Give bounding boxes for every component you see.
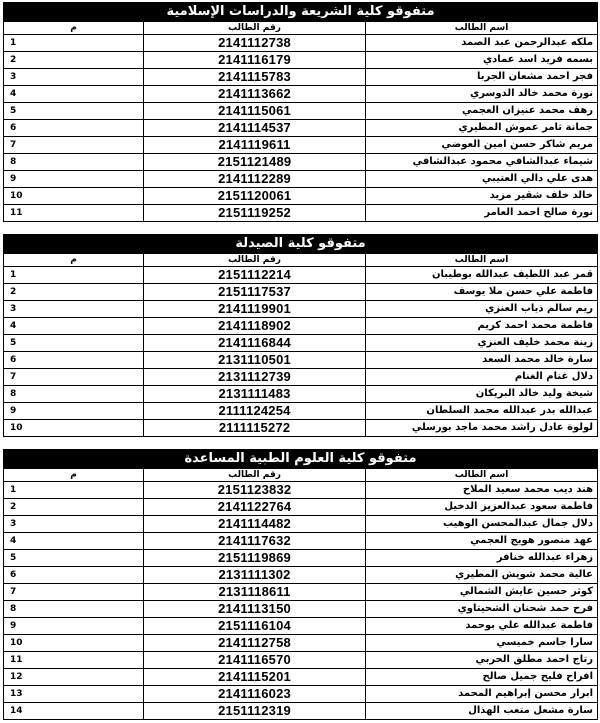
- row-number: 10: [4, 420, 144, 437]
- student-name: فاطمة سعود عبدالعزيز الدخيل: [366, 499, 598, 516]
- student-id: 2141112289: [144, 171, 366, 188]
- row-number: 2: [4, 499, 144, 516]
- column-header-name: اسم الطالب: [366, 254, 598, 267]
- row-number: 1: [4, 267, 144, 284]
- student-name: ريم سالم ذياب العنزي: [366, 301, 598, 318]
- student-id: 2141117632: [144, 533, 366, 550]
- student-id: 2141115783: [144, 69, 366, 86]
- table-row: [4, 482, 598, 499]
- table-row: [4, 601, 598, 618]
- table-row: [4, 369, 598, 386]
- student-name: سارة مشعل متعب الهذال: [366, 703, 598, 720]
- student-id: 2141116179: [144, 52, 366, 69]
- column-header-number: م: [4, 254, 144, 267]
- table-row: [4, 686, 598, 703]
- section-title: متفوقو كلية الصيدلة: [4, 235, 598, 254]
- row-number: 8: [4, 601, 144, 618]
- student-id: 2141116844: [144, 335, 366, 352]
- student-name: فاطمة محمد احمد كريم: [366, 318, 598, 335]
- student-id: 2151117537: [144, 284, 366, 301]
- row-number: 5: [4, 103, 144, 120]
- table-row: [4, 86, 598, 103]
- student-name: زينة محمد خليف العنزي: [366, 335, 598, 352]
- row-number: 9: [4, 403, 144, 420]
- student-name: هند ديب محمد سعيد الملاح: [366, 482, 598, 499]
- student-id: 2141119901: [144, 301, 366, 318]
- student-id: 2141119611: [144, 137, 366, 154]
- row-number: 7: [4, 137, 144, 154]
- table-row: [4, 516, 598, 533]
- table-header-row: [4, 22, 598, 35]
- student-id: 2131111302: [144, 567, 366, 584]
- column-header-name: اسم الطالب: [366, 22, 598, 35]
- table-row: [4, 318, 598, 335]
- student-name: كوثر حسين عايش الشمالي: [366, 584, 598, 601]
- student-id: 2141113150: [144, 601, 366, 618]
- student-id: 2151120061: [144, 188, 366, 205]
- student-id: 2151116104: [144, 618, 366, 635]
- results-table-2: [3, 449, 598, 720]
- student-id: 2141122764: [144, 499, 366, 516]
- student-id: 2151112214: [144, 267, 366, 284]
- student-name: شيماء عبدالشافي محمود عبدالشافي: [366, 154, 598, 171]
- column-header-number: م: [4, 469, 144, 482]
- row-number: 8: [4, 386, 144, 403]
- student-id: 2151121489: [144, 154, 366, 171]
- row-number: 12: [4, 669, 144, 686]
- row-number: 10: [4, 635, 144, 652]
- section-title: متفوقو كلية الشريعة والدراسات الإسلامية: [4, 3, 598, 22]
- student-name: قمر عبد اللطيف عبدالله بوطيبان: [366, 267, 598, 284]
- student-name: نورة محمد خالد الدوسري: [366, 86, 598, 103]
- student-id: 2131110501: [144, 352, 366, 369]
- section-gap: [3, 222, 597, 234]
- table-row: [4, 652, 598, 669]
- row-number: 3: [4, 301, 144, 318]
- student-id: 2151119869: [144, 550, 366, 567]
- student-name: مريم شاكر حسن امين العوضي: [366, 137, 598, 154]
- table-row: [4, 154, 598, 171]
- student-name: افراح فليح جميل صالح: [366, 669, 598, 686]
- table-row: [4, 205, 598, 222]
- student-id: 2111115272: [144, 420, 366, 437]
- row-number: 11: [4, 652, 144, 669]
- table-row: [4, 499, 598, 516]
- row-number: 1: [4, 482, 144, 499]
- student-name: عبدالله بدر عبدالله محمد السلطان: [366, 403, 598, 420]
- table-row: [4, 335, 598, 352]
- column-header-name: اسم الطالب: [366, 469, 598, 482]
- row-number: 2: [4, 52, 144, 69]
- table-row: [4, 284, 598, 301]
- results-table-0: [3, 2, 598, 222]
- table-header-row: [4, 469, 598, 482]
- column-header-id: رقم الطالب: [144, 254, 366, 267]
- row-number: 4: [4, 86, 144, 103]
- student-id: 2141116023: [144, 686, 366, 703]
- table-row: [4, 533, 598, 550]
- student-id: 2151119252: [144, 205, 366, 222]
- table-row: [4, 137, 598, 154]
- row-number: 7: [4, 369, 144, 386]
- table-row: [4, 120, 598, 137]
- student-name: نورة صالح احمد العامر: [366, 205, 598, 222]
- student-name: رتاج احمد مطلق الحربي: [366, 652, 598, 669]
- student-name: رهف محمد عنيزان العجمي: [366, 103, 598, 120]
- row-number: 3: [4, 69, 144, 86]
- student-id: 2141115061: [144, 103, 366, 120]
- student-name: فاطمة عبدالله علي بوحمد: [366, 618, 598, 635]
- student-name: عهد منصور هويج العجمي: [366, 533, 598, 550]
- row-number: 13: [4, 686, 144, 703]
- table-row: [4, 703, 598, 720]
- row-number: 6: [4, 567, 144, 584]
- student-name: خالد خلف شقير مزيد: [366, 188, 598, 205]
- table-row: [4, 669, 598, 686]
- section-title: متفوقو كلية العلوم الطبية المساعدة: [4, 450, 598, 469]
- student-id: 2141112738: [144, 35, 366, 52]
- student-name: سارا جاسم خميسي: [366, 635, 598, 652]
- student-id: 2141116570: [144, 652, 366, 669]
- row-number: 10: [4, 188, 144, 205]
- column-header-number: م: [4, 22, 144, 35]
- student-name: ابرار محسن إبراهيم المحمد: [366, 686, 598, 703]
- table-row: [4, 584, 598, 601]
- student-id: 2151123832: [144, 482, 366, 499]
- table-row: [4, 301, 598, 318]
- student-name: هدى علي دالي العتيبي: [366, 171, 598, 188]
- row-number: 1: [4, 35, 144, 52]
- student-name: شيخة وليد خالد البريكان: [366, 386, 598, 403]
- row-number: 6: [4, 352, 144, 369]
- student-name: فرح حمد شحنان الشحيتاوي: [366, 601, 598, 618]
- table-row: [4, 188, 598, 205]
- row-number: 3: [4, 516, 144, 533]
- student-id: 2111124254: [144, 403, 366, 420]
- table-row: [4, 550, 598, 567]
- student-id: 2141114537: [144, 120, 366, 137]
- table-row: [4, 635, 598, 652]
- student-id: 2141112758: [144, 635, 366, 652]
- table-row: [4, 103, 598, 120]
- student-id: 2141114482: [144, 516, 366, 533]
- row-number: 8: [4, 154, 144, 171]
- student-name: عالية محمد شويش المطيري: [366, 567, 598, 584]
- row-number: 9: [4, 171, 144, 188]
- student-id: 2131111483: [144, 386, 366, 403]
- student-name: سارة خالد محمد السعد: [366, 352, 598, 369]
- table-row: [4, 386, 598, 403]
- student-id: 2131112739: [144, 369, 366, 386]
- student-name: لولوة عادل راشد محمد ماجد بورسلي: [366, 420, 598, 437]
- table-row: [4, 352, 598, 369]
- row-number: 14: [4, 703, 144, 720]
- table-row: [4, 52, 598, 69]
- student-id: 2141113662: [144, 86, 366, 103]
- table-row: [4, 69, 598, 86]
- student-name: زهراء عبدالله خنافر: [366, 550, 598, 567]
- row-number: 2: [4, 284, 144, 301]
- student-name: فاطمة علي حسن ملا يوسف: [366, 284, 598, 301]
- row-number: 4: [4, 318, 144, 335]
- student-id: 2131118611: [144, 584, 366, 601]
- row-number: 5: [4, 335, 144, 352]
- student-id: 2141118902: [144, 318, 366, 335]
- row-number: 11: [4, 205, 144, 222]
- table-row: [4, 403, 598, 420]
- page: [3, 2, 597, 720]
- results-table-1: [3, 234, 598, 437]
- table-header-row: [4, 254, 598, 267]
- student-name: دلال غنام الغنام: [366, 369, 598, 386]
- row-number: 7: [4, 584, 144, 601]
- column-header-id: رقم الطالب: [144, 22, 366, 35]
- table-row: [4, 618, 598, 635]
- student-name: دلال جمال عبدالمحسن الوهيب: [366, 516, 598, 533]
- row-number: 9: [4, 618, 144, 635]
- row-number: 5: [4, 550, 144, 567]
- student-id: 2151112319: [144, 703, 366, 720]
- table-row: [4, 35, 598, 52]
- student-name: جمانة ثامر عموش المطيري: [366, 120, 598, 137]
- section-gap: [3, 437, 597, 449]
- row-number: 6: [4, 120, 144, 137]
- student-name: فجر احمد مشعان الجربا: [366, 69, 598, 86]
- table-row: [4, 267, 598, 284]
- student-id: 2141115201: [144, 669, 366, 686]
- student-name: ملكه عبدالرحمن عبد الصمد: [366, 35, 598, 52]
- row-number: 4: [4, 533, 144, 550]
- table-row: [4, 567, 598, 584]
- table-row: [4, 420, 598, 437]
- student-name: بسمه فريد اسد عمادي: [366, 52, 598, 69]
- table-row: [4, 171, 598, 188]
- column-header-id: رقم الطالب: [144, 469, 366, 482]
